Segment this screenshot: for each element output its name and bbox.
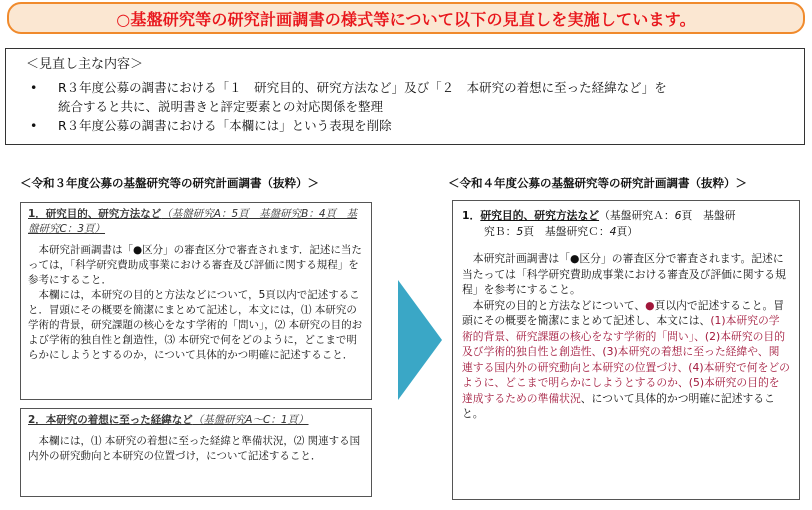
r4-section1-box [452, 200, 800, 500]
page-limit-note: （基盤研究Ａ： [599, 209, 675, 222]
left-column-title: ＜令和３年度公募の基盤研究等の研究計画調書（抜粋）＞ [20, 176, 319, 190]
r3-section2-heading [28, 413, 364, 428]
page-count: 6 [674, 209, 682, 222]
r4-section1-paragraph: 本研究計画調書は「●区分」の審査区分で審査されます。記述に当たっては「科学研究費助成事業における審査及び評価に関する規程」を参考にすること。 [462, 252, 786, 296]
summary-list [26, 78, 794, 135]
summary-item-line: 統合すると共に、説明書きと評定要素との対応関係を整理 [58, 99, 384, 114]
bullet-icon: • [30, 118, 38, 133]
page-count: 5 [516, 224, 524, 238]
summary-item [26, 116, 794, 135]
section-heading-text: 1．研究目的、研究方法など [28, 208, 162, 220]
r4-section1-heading-cont [462, 224, 790, 240]
paragraph-text: 本研究の目的と方法などについて、 [462, 298, 646, 312]
section-number: 1． [462, 209, 481, 222]
page-limit-note: 究Ｂ： [484, 224, 517, 238]
r3-section1-paragraph: 本研究計画調書は「●区分」の審査区分で審査されます．記述に当たっては，「科学研究費助成事業における審査及び評価に関する規程」を参考にすること． [28, 244, 362, 286]
page-limit-note: （基盤研究A：5頁 基盤研究B：4頁 基盤研究C：3頁） [28, 208, 358, 235]
paragraph-text: 、について具体的かつ明確に記述すること。 [462, 391, 775, 420]
right-arrow-icon [398, 280, 442, 400]
page-count: 4 [609, 224, 617, 238]
summary-item [26, 78, 794, 116]
revision-summary-box [5, 48, 805, 145]
section-heading-text: 研究目的、研究方法など [480, 209, 600, 222]
r4-section1-paragraph [462, 298, 790, 422]
paragraph-text: 頁以内で記述すること。冒頭にその概要を簡潔にまとめて記述し、本文には、 [462, 298, 785, 327]
summary-item-line: R３年度公募の調書における「本欄には」という表現を削除 [58, 118, 392, 133]
right-column-title: ＜令和４年度公募の基盤研究等の研究計画調書（抜粋）＞ [448, 176, 747, 190]
r4-section1-heading [462, 208, 790, 224]
summary-item-line: R３年度公募の調書における「１ 研究目的、研究方法など」及び「２ 本研究の着想に至った経緯など」を [58, 80, 667, 95]
bullet-icon: • [30, 80, 38, 95]
r3-section2-paragraph: 本欄には，⑴ 本研究の着想に至った経緯と準備状況，⑵ 関連する国内外の研究動向と本研究の位置づけ，について記述すること． [28, 435, 361, 462]
page-limit-note: 頁 基盤研 [681, 209, 736, 222]
headline-banner [7, 2, 805, 34]
revised-text-highlight: (1)本研究の学術的背景、研究課題の核心をなす学術的「問い」、(2)本研究の目的及び学術的独自性と創造性、(3)本研究の着想に至った経緯や、関連する国内外の研究動向と本研究の位置づけ、(4)本研究で何をどのように、どこまで明らかにしようとするのか、(5)本研究の目的を達成するための準備状況 [462, 314, 790, 405]
r3-section1-box [20, 202, 372, 400]
r3-section2-box [20, 408, 372, 497]
r3-section1-heading [28, 207, 364, 237]
page-limit-note: （基盤研究A～C：1頁） [192, 414, 309, 426]
page-limit-note: 頁） [616, 224, 639, 238]
summary-heading: ＜見直し主な内容＞ [26, 57, 144, 72]
placeholder-dot: ● [645, 298, 655, 312]
headline-text: ○基盤研究等の研究計画調書の様式等について以下の見直しを実施しています。 [116, 9, 696, 29]
r3-section1-paragraph: 本欄には，本研究の目的と方法などについて，5頁以内で記述すること．冒頭にその概要を簡潔にまとめて記述し，本文には，⑴ 本研究の学術的背景，研究課題の核心をなす学術的「問い」，⑵ 本研究の目的および学術的独自性と創造性，⑶ 本研究で何をどのように，どこまで明らかにしようとするのか，について具体的かつ明確に記述すること． [28, 289, 363, 361]
section-heading-text: 2．本研究の着想に至った経緯など [28, 414, 193, 426]
page-limit-note: 頁 基盤研究Ｃ： [523, 224, 610, 238]
